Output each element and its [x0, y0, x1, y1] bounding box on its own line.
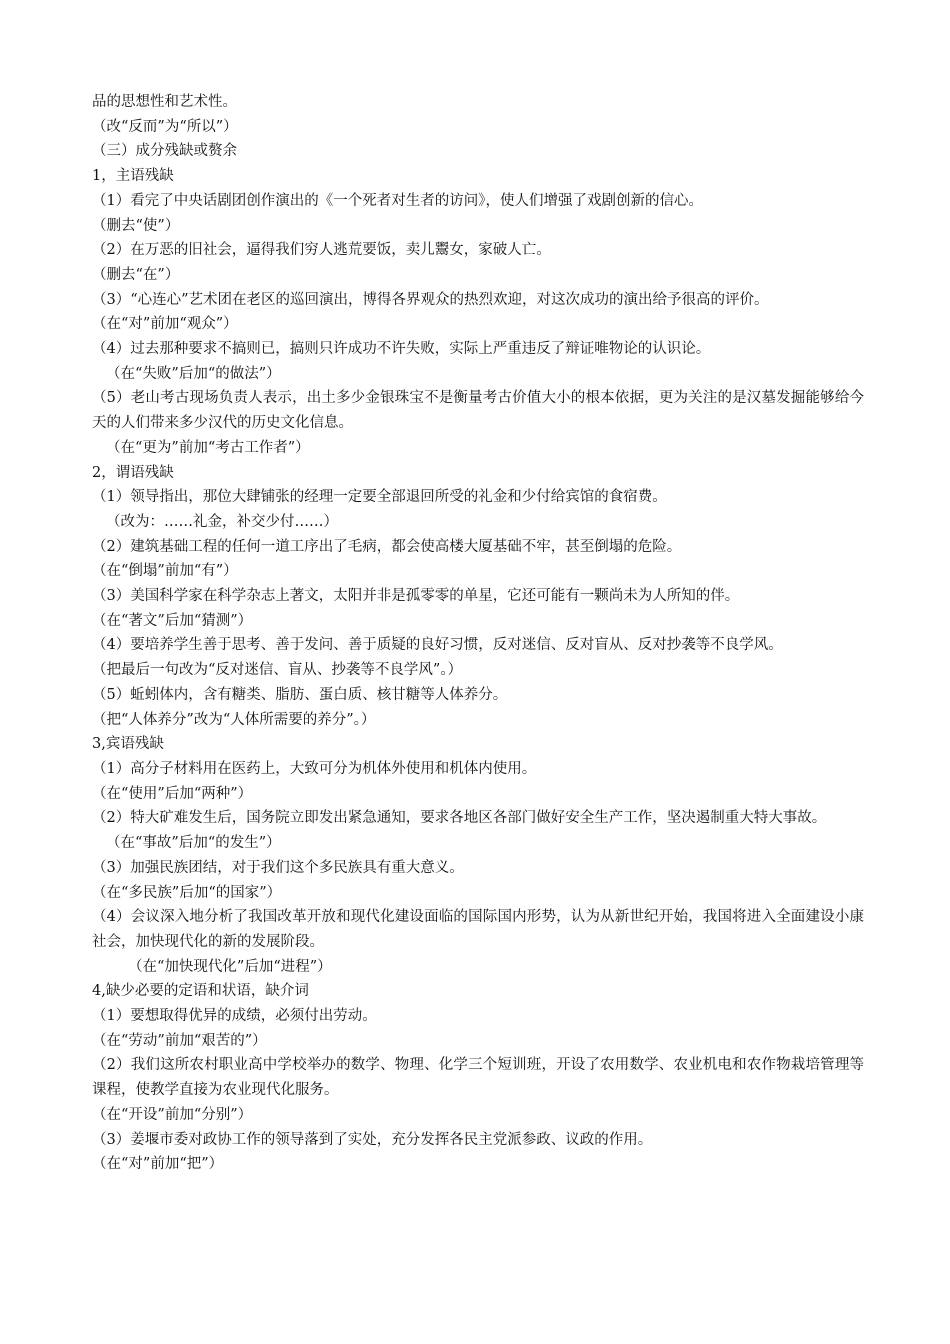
- text-line: （在“使用”后加“两种”）: [92, 785, 253, 802]
- text-line: （在“失败”后加“的做法”）: [106, 365, 281, 382]
- text-line: （改为：……礼金，补交少付……）: [106, 513, 338, 530]
- text-line: （在“对”前加“把”）: [92, 1156, 224, 1173]
- text-line: （2）在万恶的旧社会，逼得我们穷人逃荒要饭，卖儿鬻女，家破人亡。: [92, 242, 551, 259]
- text-line: （在“著文”后加“猜测”）: [92, 612, 253, 629]
- document-body: [92, 90, 864, 1177]
- text-line: （在“事故”后加“的发生”）: [106, 835, 281, 852]
- text-line: 4,缺少必要的定语和状语，缺介词: [92, 983, 309, 1000]
- text-line: 3,宾语残缺: [92, 736, 164, 753]
- text-line: （4）要培养学生善于思考、善于发问、善于质疑的良好习惯，反对迷信、反对盲从、反对抄袭等不良学风。: [92, 637, 783, 654]
- text-line: （把“人体养分”改为“人体所需要的养分”。）: [92, 711, 376, 728]
- text-line: （三）成分残缺或赘余: [92, 143, 237, 160]
- text-line: （3）加强民族团结，对于我们这个多民族具有重大意义。: [92, 859, 464, 876]
- text-line: （3）姜堰市委对政协工作的领导落到了实处，充分发挥各民主党派参政、议政的作用。: [92, 1131, 653, 1148]
- text-line: （把最后一句改为“反对迷信、盲从、抄袭等不良学风”。）: [92, 662, 463, 679]
- text-line: （在“开设”前加“分别”）: [92, 1106, 253, 1123]
- text-line: （1）看完了中央话剧团创作演出的《一个死者对生者的访问》，使人们增强了戏剧创新的信心。: [92, 192, 703, 209]
- text-line: （4）会议深入地分析了我国改革开放和现代化建设面临的国际国内形势，认为从新世纪开始，我国将进入全面建设小康社会，加快现代化的新的发展阶段。: [92, 909, 864, 950]
- text-line: （3）美国科学家在科学杂志上著文，太阳并非是孤零零的单星，它还可能有一颗尚未为人所知的伴。: [92, 588, 740, 605]
- text-line: （在“多民族”后加“的国家”）: [92, 884, 282, 901]
- text-line: （1）领导指出，那位大肆铺张的经理一定要全部退回所受的礼金和少付给宾馆的食宿费。: [92, 489, 667, 506]
- text-line: （在“更为”前加“考古工作者”）: [106, 439, 310, 456]
- text-line: （5）蚯蚓体内，含有糖类、脂肪、蛋白质、核甘糖等人体养分。: [92, 686, 508, 703]
- text-line: （在“加快现代化”后加“进程”）: [128, 958, 332, 975]
- text-line: （删去“使”）: [92, 217, 180, 234]
- text-line: 1，主语残缺: [92, 168, 174, 185]
- text-line: （改“反而”为“所以”）: [92, 118, 238, 135]
- text-line: （在“倒塌”前加“有”）: [92, 563, 238, 580]
- text-line: （在“对”前加“观众”）: [92, 316, 238, 333]
- text-line: （2）我们这所农村职业高中学校举办的数学、物理、化学三个短训班，开设了农用数学、农业机电和农作物栽培管理等课程，使教学直接为农业现代化服务。: [92, 1057, 864, 1099]
- text-line: （1）高分子材料用在医药上，大致可分为机体外使用和机体内使用。: [92, 760, 537, 777]
- text-line: （删去“在”）: [92, 266, 180, 283]
- text-line: （2）建筑基础工程的任何一道工序出了毛病，都会使高楼大厦基础不牢，甚至倒塌的危险。: [92, 538, 682, 555]
- text-line: （5）老山考古现场负责人表示，出土多少金银珠宝不是衡量考古价值大小的根本依据，更为关注的是汉墓发掘能够给今天的人们带来多少汉代的历史文化信息。: [92, 390, 864, 432]
- text-line: （在“劳动”前加“艰苦的”）: [92, 1032, 267, 1049]
- text-line: （2）特大矿难发生后，国务院立即发出紧急通知，要求各地区各部门做好安全生产工作，坚决遏制重大特大事故。: [92, 810, 827, 827]
- text-line: （4）过去那种要求不搞则已，搞则只许成功不许失败，实际上严重违反了辩证唯物论的认识论。: [92, 341, 711, 358]
- text-line: 2，谓语残缺: [92, 464, 174, 481]
- text-line: 品的思想性和艺术性。: [92, 94, 237, 110]
- text-line: （3）“心连心”艺术团在老区的巡回演出，博得各界观众的热烈欢迎，对这次成功的演出给予很高的评价。: [92, 291, 769, 308]
- text-line: （1）要想取得优异的成绩，必须付出劳动。: [92, 1008, 377, 1025]
